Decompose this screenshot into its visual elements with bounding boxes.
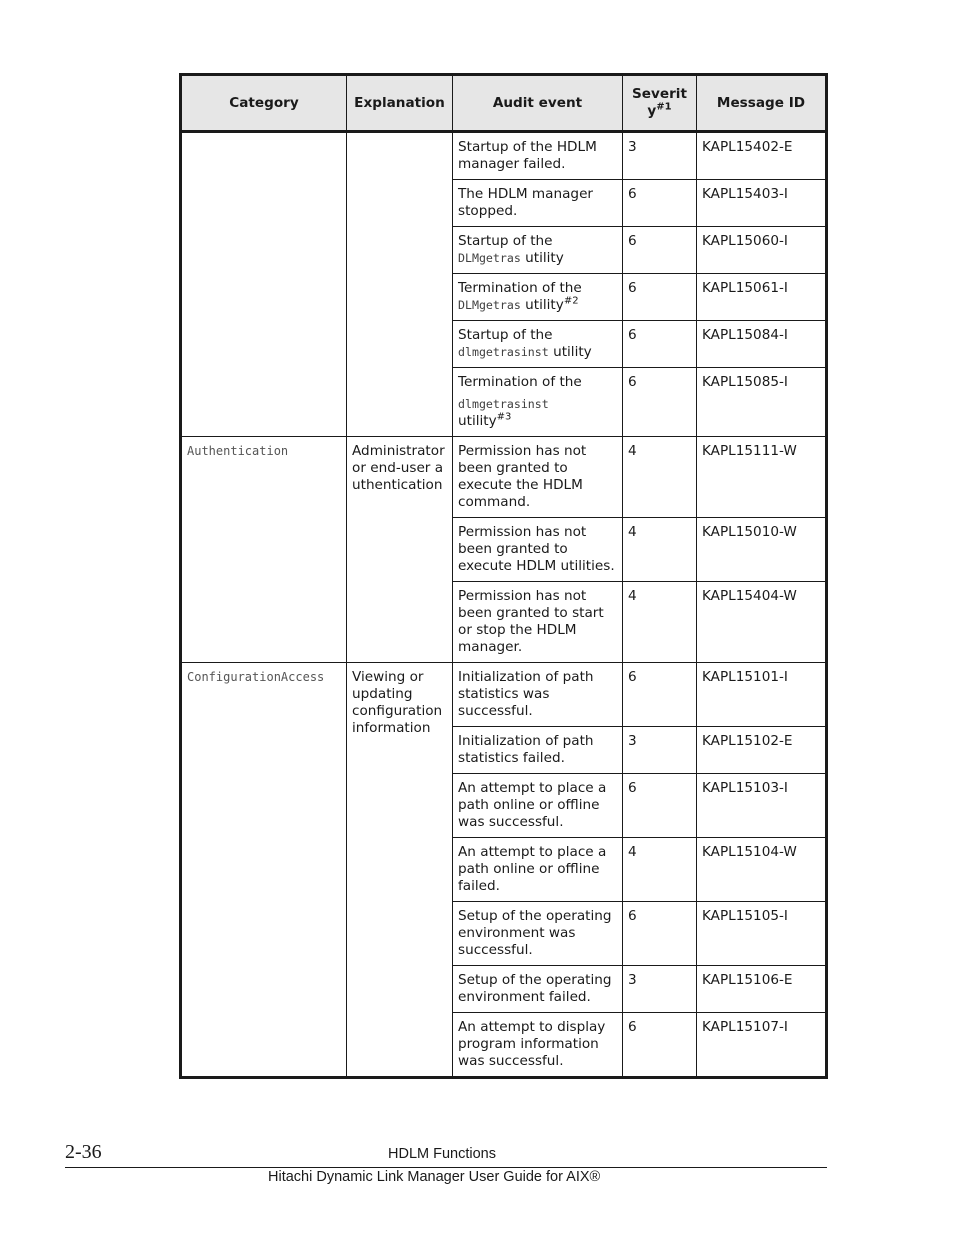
footnote-ref: #3	[496, 411, 512, 423]
utility-name: dlmgetrasinst	[458, 397, 549, 411]
message-id-cell: KAPL15111-W	[697, 437, 827, 518]
audit-event-cell: An attempt to display program information was successful.	[453, 1013, 623, 1078]
header-message-id: Message ID	[697, 75, 827, 132]
event-text: utility	[553, 344, 592, 360]
footer-divider	[65, 1167, 827, 1168]
explanation-cell: Viewing or updating configuration information	[347, 663, 453, 1078]
category-cell	[181, 132, 347, 437]
severity-cell: 3	[623, 132, 697, 180]
message-id-cell: KAPL15403-I	[697, 180, 827, 227]
table-row	[181, 132, 827, 180]
audit-event-cell: Permission has not been granted to execute HDLM utilities.	[453, 518, 623, 582]
audit-event-cell	[453, 274, 623, 321]
audit-event-cell: An attempt to place a path online or offline failed.	[453, 838, 623, 902]
header-audit-event: Audit event	[453, 75, 623, 132]
audit-event-cell	[453, 227, 623, 274]
severity-cell: 6	[623, 274, 697, 321]
table-row	[181, 437, 827, 518]
table-row	[181, 663, 827, 727]
section-title: HDLM Functions	[388, 1146, 496, 1162]
event-text: utility	[525, 250, 564, 266]
message-id-cell: KAPL15106-E	[697, 966, 827, 1013]
event-text: Termination of the	[458, 280, 582, 296]
category-cell: Authentication	[181, 437, 347, 663]
severity-cell: 4	[623, 582, 697, 663]
message-id-cell: KAPL15060-I	[697, 227, 827, 274]
severity-cell: 6	[623, 321, 697, 368]
audit-event-cell	[453, 321, 623, 368]
audit-event-cell: Startup of the HDLM manager failed.	[453, 132, 623, 180]
severity-cell: 3	[623, 727, 697, 774]
message-id-cell: KAPL15103-I	[697, 774, 827, 838]
event-text: Startup of the	[458, 327, 553, 343]
header-explanation: Explanation	[347, 75, 453, 132]
explanation-cell	[347, 132, 453, 437]
severity-cell: 6	[623, 368, 697, 437]
event-text: Termination of the	[458, 374, 582, 390]
header-category: Category	[181, 75, 347, 132]
message-id-cell: KAPL15101-I	[697, 663, 827, 727]
severity-cell: 3	[623, 966, 697, 1013]
event-text: utility	[525, 297, 564, 313]
header-severity	[623, 75, 697, 132]
event-text: utility	[458, 413, 497, 429]
message-id-cell: KAPL15061-I	[697, 274, 827, 321]
severity-cell: 6	[623, 902, 697, 966]
audit-event-cell: Initialization of path statistics failed.	[453, 727, 623, 774]
audit-event-cell: Setup of the operating environment failed.	[453, 966, 623, 1013]
footnote-ref: #2	[563, 295, 579, 307]
message-id-cell: KAPL15010-W	[697, 518, 827, 582]
audit-events-table	[179, 73, 828, 1079]
audit-event-cell: The HDLM manager stopped.	[453, 180, 623, 227]
audit-event-cell: Permission has not been granted to execute the HDLM command.	[453, 437, 623, 518]
message-id-cell: KAPL15085-I	[697, 368, 827, 437]
severity-cell: 4	[623, 518, 697, 582]
guide-title: Hitachi Dynamic Link Manager User Guide for AIX®	[268, 1169, 601, 1185]
message-id-cell: KAPL15402-E	[697, 132, 827, 180]
audit-event-cell: Permission has not been granted to start or stop the HDLM manager.	[453, 582, 623, 663]
severity-cell: 6	[623, 774, 697, 838]
audit-event-cell: An attempt to place a path online or offline was successful.	[453, 774, 623, 838]
explanation-cell: Administrator or end-user authentication	[347, 437, 453, 663]
audit-event-cell: Initialization of path statistics was successful.	[453, 663, 623, 727]
severity-cell: 4	[623, 437, 697, 518]
message-id-cell: KAPL15104-W	[697, 838, 827, 902]
header-severity-note: #1	[656, 101, 672, 113]
message-id-cell: KAPL15107-I	[697, 1013, 827, 1078]
severity-cell: 6	[623, 663, 697, 727]
header-severity-label: Severit y	[632, 86, 687, 119]
severity-cell: 6	[623, 1013, 697, 1078]
audit-event-cell: Setup of the operating environment was successful.	[453, 902, 623, 966]
audit-event-cell	[453, 368, 623, 437]
utility-name: DLMgetras	[458, 251, 521, 265]
severity-cell: 6	[623, 180, 697, 227]
event-text: Startup of the	[458, 233, 553, 249]
severity-cell: 4	[623, 838, 697, 902]
severity-cell: 6	[623, 227, 697, 274]
category-cell: ConfigurationAccess	[181, 663, 347, 1078]
message-id-cell: KAPL15084-I	[697, 321, 827, 368]
utility-name: DLMgetras	[458, 298, 521, 312]
page-number: 2-36	[65, 1141, 102, 1163]
message-id-cell: KAPL15105-I	[697, 902, 827, 966]
message-id-cell: KAPL15102-E	[697, 727, 827, 774]
message-id-cell: KAPL15404-W	[697, 582, 827, 663]
table-header-row	[181, 75, 827, 132]
utility-name: dlmgetrasinst	[458, 345, 549, 359]
